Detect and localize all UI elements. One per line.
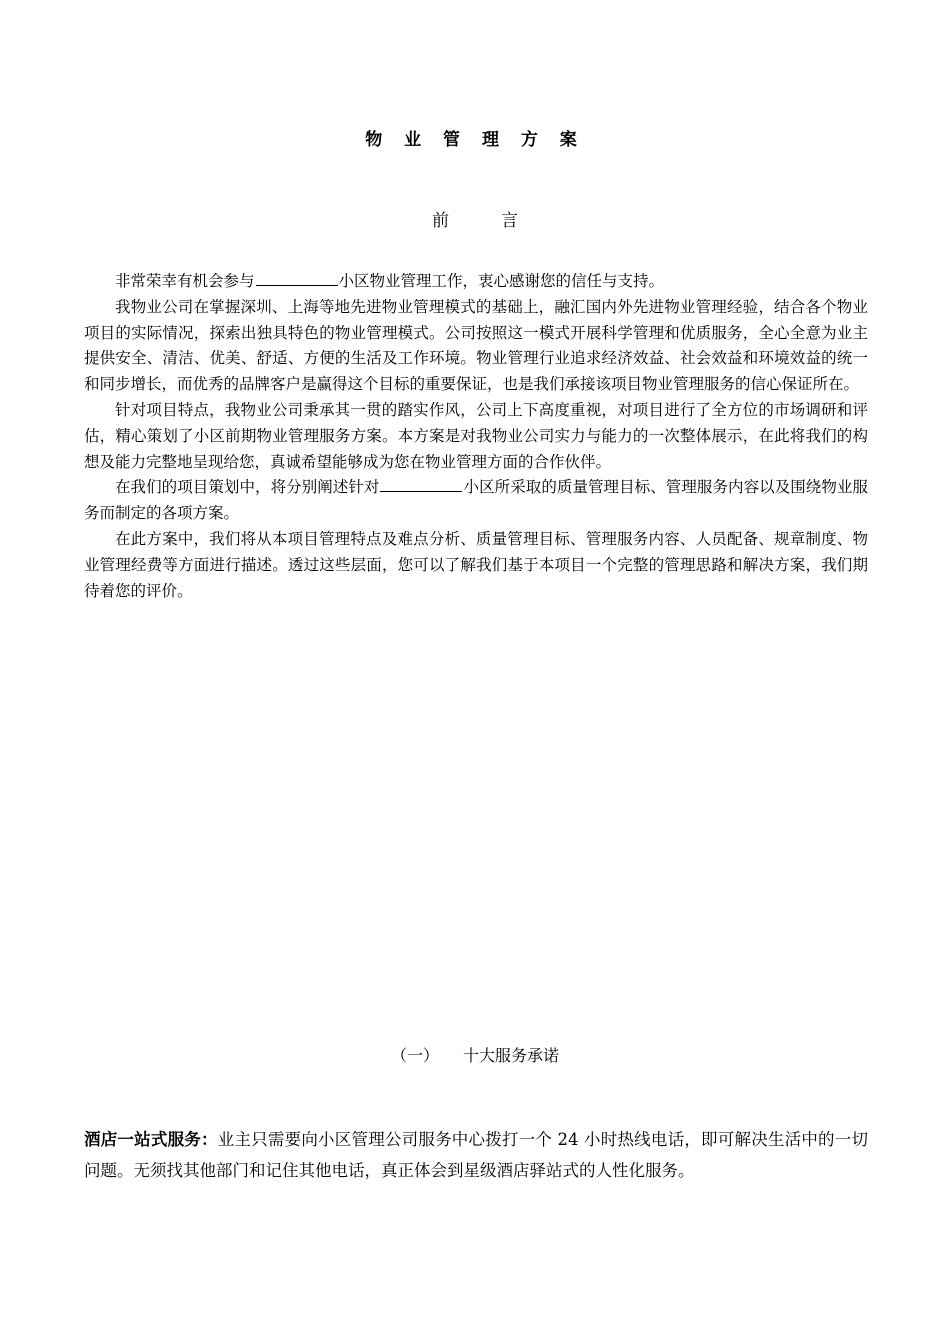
preface-paragraph-1 <box>84 269 868 295</box>
service-text: 业主只需要向小区管理公司服务中心拨打一个 24 小时热线电话，即可解决生活中的一切问题。无须找其他部门和记住其他电话，真正体会到星级酒店驿站式的人性化服务。 <box>84 1130 868 1180</box>
preface-paragraph-4 <box>84 475 868 527</box>
preface-body <box>84 269 868 604</box>
service-paragraph <box>84 1124 868 1186</box>
paragraph-text: 小区所采取的质量管理目标、管理服务内容以及围绕物业服务而制定的各项方案。 <box>84 478 868 523</box>
section-title: 十大服务承诺 <box>463 1046 560 1065</box>
paragraph-text: 小区物业管理工作，衷心感谢您的信任与支持。 <box>338 272 665 290</box>
section-number: （一） <box>390 1046 439 1065</box>
service-name: 酒店一站式服务： <box>84 1130 218 1149</box>
fill-in-blank <box>380 475 462 492</box>
page-title: 物 业 管 理 方 案 <box>365 130 585 150</box>
fill-in-blank <box>256 269 338 286</box>
section-heading <box>0 1043 950 1069</box>
service-item <box>84 1124 868 1186</box>
preface-heading-left: 前 <box>432 211 449 231</box>
paragraph-text: 非常荣幸有机会参与 <box>115 272 255 290</box>
preface-heading-right: 言 <box>501 211 518 231</box>
preface-paragraph-3: 针对项目特点，我物业公司秉承其一贯的踏实作风，公司上下高度重视，对项目进行了全方位的市场调研和评估，精心策划了小区前期物业管理服务方案。本方案是对我物业公司实力与能力的一次整体展示，在此将我们的构想及能力完整地呈现给您，真诚希望能够成为您在物业管理方面的合作伙伴。 <box>84 400 868 471</box>
preface-paragraph-5: 在此方案中，我们将从本项目管理特点及难点分析、质量管理目标、管理服务内容、人员配备、规章制度、物业管理经费等方面进行描述。透过这些层面，您可以了解我们基于本项目一个完整的管理思路和解决方案，我们期待着您的评价。 <box>84 529 868 600</box>
paragraph-text: 在我们的项目策划中，将分别阐述针对 <box>115 478 380 497</box>
preface-paragraph-2: 我物业公司在掌握深圳、上海等地先进物业管理模式的基础上，融汇国内外先进物业管理经验，结合各个物业项目的实际情况，探索出独具特色的物业管理模式。公司按照这一模式开展科学管理和优质服务，全心全意为业主提供安全、清洁、优美、舒适、方便的生活及工作环境。物业管理行业追求经济效益、社会效益和环境效益的统一和同步增长，而优秀的品牌客户是赢得这个目标的重要保证，也是我们承接该项目物业管理服务的信心保证所在。 <box>84 297 868 394</box>
preface-heading <box>0 208 950 234</box>
